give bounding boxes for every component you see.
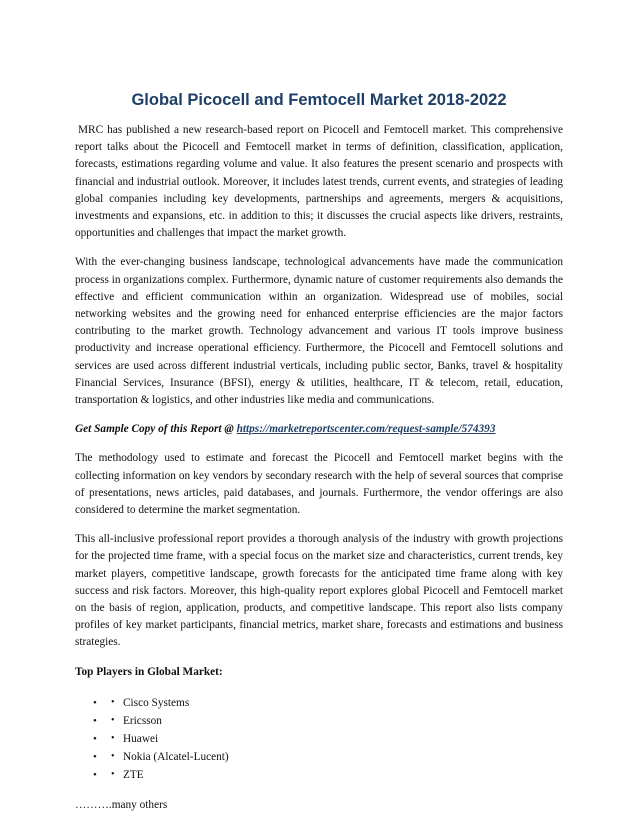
list-item — [75, 766, 563, 784]
bullet-icon: • — [93, 768, 97, 781]
bullet-icon: • — [111, 714, 115, 726]
top-players-heading: Top Players in Global Market: — [75, 665, 223, 678]
bullet-icon: • — [93, 714, 97, 727]
document-body — [75, 122, 563, 814]
list-item — [75, 712, 563, 730]
bullet-icon: • — [93, 732, 97, 745]
sample-request-line — [75, 421, 563, 438]
intro-paragraph: MRC has published a new research-based report on Picocell and Femtocell market. This comprehensive report talks about the Picocell and Femtocell market in terms of definition, classification, application, forecasts, estimations regarding volume and value. It also features the present scenario and prospects with financial and industrial outlook. Moreover, it includes latest trends, current events, and strategies of leading global companies including key developments, partnerships and agreements, mergers & acquisitions, investments and expansions, etc. in addition to this; it discusses the crucial aspects like drivers, restraints, opportunities and challenges that impact the market growth. — [75, 124, 563, 240]
list-item — [75, 730, 563, 748]
bullet-icon: • — [111, 768, 115, 780]
bullet-icon: • — [111, 696, 115, 708]
bullet-icon: • — [111, 732, 115, 744]
document-title: Global Picocell and Femtocell Market 2018-2022 — [131, 91, 507, 109]
player-name: Huawei — [123, 732, 159, 745]
bullet-icon: • — [93, 696, 97, 709]
top-players-list — [75, 694, 563, 784]
list-item — [75, 748, 563, 766]
player-name: ZTE — [123, 768, 144, 781]
bullet-icon: • — [93, 750, 97, 763]
analysis-paragraph: This all-inclusive professional report provides a thorough analysis of the industry with growth projections for the projected time frame, with a special focus on the market size and characteristics, current trends, key market players, competitive landscape, growth forecasts for the anticipated time frame along with key success and risk factors. Moreover, this high-quality report explores global Picocell and Femtocell market on the basis of region, application, products, and competitive landscape. This report also lists company profiles of key market participants, financial metrics, market share, forecasts and estimations and business strategies. — [75, 533, 563, 649]
many-others-note: ……….many others — [75, 798, 168, 811]
list-item — [75, 694, 563, 712]
landscape-paragraph: With the ever-changing business landscape, technological advancements have made the communication process in organizations complex. Furthermore, dynamic nature of customer requirements also demands the effective and efficient communication within an organization. Widespread use of mobiles, social networking websites and the growing need for enhanced enterprise efficiencies are the major factors contributing to the market growth. Technology advancement and various IT tools improve business productivity and increase operational efficiency. Furthermore, the Picocell and Femtocell solutions and services are used across different industrial verticals, including public sector, Banks, travel & hospitality Financial Services, Insurance (BFSI), energy & utilities, healthcare, IT & telecom, retail, education, transportation & logistics, and other industries like media and communications. — [75, 256, 563, 407]
sample-request-label: Get Sample Copy of this Report @ — [75, 423, 237, 436]
methodology-paragraph: The methodology used to estimate and forecast the Picocell and Femtocell market begins with the collecting information on key vendors by secondary research with the help of several sources that comprise of presentations, news articles, paid databases, and journals. Furthermore, the vendor offerings are also considered to determine the market segmentation. — [75, 452, 563, 517]
player-name: Cisco Systems — [123, 696, 190, 709]
player-name: Ericsson — [123, 714, 162, 727]
bullet-icon: • — [111, 750, 115, 762]
sample-request-link[interactable]: https://marketreportscenter.com/request-sample/574393 — [236, 423, 496, 436]
player-name: Nokia (Alcatel-Lucent) — [123, 750, 229, 763]
